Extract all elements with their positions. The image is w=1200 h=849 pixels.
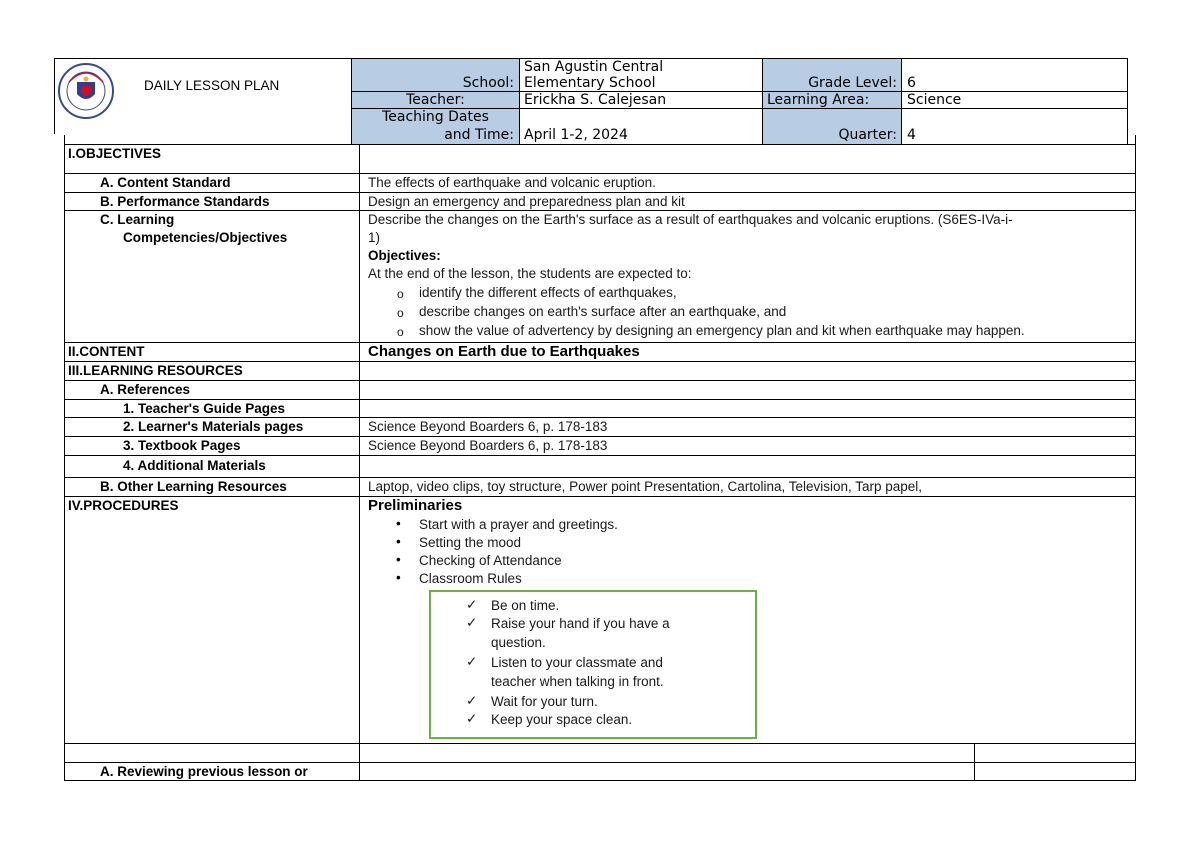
learning-resources-heading: III.LEARNING RESOURCES bbox=[68, 363, 243, 378]
learning-area-value: Science bbox=[907, 92, 962, 108]
rule-item: question. bbox=[491, 635, 546, 650]
check-icon: ✓ bbox=[466, 654, 478, 669]
lesson-plan-title: DAILY LESSON PLAN bbox=[144, 78, 280, 93]
rule-item: Keep your space clean. bbox=[491, 712, 633, 727]
teaching-dates-value: April 1-2, 2024 bbox=[524, 127, 628, 143]
learners-materials-label: 2. Learner's Materials pages bbox=[123, 419, 304, 434]
grade-level-value: 6 bbox=[907, 75, 916, 91]
content-heading: II.CONTENT bbox=[68, 344, 145, 359]
objective-item: show the value of advertency by designing an emergency plan and kit when earthquake may happen. bbox=[419, 323, 1025, 338]
check-icon: ✓ bbox=[466, 711, 478, 726]
learning-area-label: Learning Area: bbox=[767, 92, 870, 108]
additional-materials-label: 4. Additional Materials bbox=[123, 458, 266, 473]
objectives-heading: I.OBJECTIVES bbox=[68, 146, 162, 161]
objective-item: describe changes on earth's surface after an earthquake, and bbox=[419, 304, 787, 319]
preliminary-item: Setting the mood bbox=[419, 535, 522, 550]
teachers-guide-label: 1. Teacher's Guide Pages bbox=[123, 401, 286, 416]
rule-item: Be on time. bbox=[491, 598, 560, 613]
textbook-pages-label: 3. Textbook Pages bbox=[123, 438, 241, 453]
preliminary-item: Checking of Attendance bbox=[419, 553, 562, 568]
deped-seal-icon bbox=[57, 62, 115, 120]
other-resources-value: Laptop, video clips, toy structure, Power point Presentation, Cartolina, Television, Tarp papel, bbox=[368, 479, 923, 494]
check-icon: ✓ bbox=[466, 615, 478, 630]
content-value: Changes on Earth due to Earthquakes bbox=[368, 343, 640, 360]
header-table bbox=[54, 58, 1128, 145]
objectives-title: Objectives: bbox=[368, 248, 441, 263]
quarter-value: 4 bbox=[907, 127, 916, 143]
objective-marker: o bbox=[397, 287, 404, 301]
teaching-dates-label-line1: Teaching Dates bbox=[382, 109, 489, 125]
other-resources-label: B. Other Learning Resources bbox=[100, 479, 287, 494]
bullet-marker: • bbox=[396, 516, 401, 531]
school-value-line2: Elementary School bbox=[524, 75, 656, 91]
objectives-intro: At the end of the lesson, the students are expected to: bbox=[368, 266, 692, 281]
competencies-label-line2: Competencies/Objectives bbox=[123, 230, 288, 245]
reviewing-previous-lesson-label: A. Reviewing previous lesson or bbox=[100, 764, 308, 779]
preliminary-item: Classroom Rules bbox=[419, 571, 522, 586]
objective-marker: o bbox=[397, 325, 404, 339]
content-standard-label: A. Content Standard bbox=[100, 175, 231, 190]
bullet-marker: • bbox=[396, 570, 401, 585]
content-standard-value: The effects of earthquake and volcanic eruption. bbox=[368, 175, 656, 190]
procedures-heading: IV.PROCEDURES bbox=[68, 498, 179, 513]
teacher-label: Teacher: bbox=[406, 92, 465, 108]
grade-level-label: Grade Level: bbox=[808, 75, 897, 91]
performance-standards-value: Design an emergency and preparedness plan and kit bbox=[368, 194, 685, 209]
rule-item: Listen to your classmate and bbox=[491, 655, 663, 670]
quarter-label: Quarter: bbox=[838, 127, 897, 143]
objective-item: identify the different effects of earthquakes, bbox=[419, 285, 677, 300]
competency-text-line1: Describe the changes on the Earth's surface as a result of earthquakes and volcanic eruptions. (S6ES-IVa-i- bbox=[368, 212, 1013, 227]
bullet-marker: • bbox=[396, 534, 401, 549]
school-label: School: bbox=[462, 75, 514, 91]
textbook-pages-value: Science Beyond Boarders 6, p. 178-183 bbox=[368, 438, 608, 453]
rule-item: teacher when talking in front. bbox=[491, 674, 664, 689]
teaching-dates-label-line2: and Time: bbox=[444, 127, 514, 143]
learners-materials-value: Science Beyond Boarders 6, p. 178-183 bbox=[368, 419, 608, 434]
competencies-label-line1: C. Learning bbox=[100, 212, 175, 227]
competency-text-line2: 1) bbox=[368, 230, 381, 245]
references-label: A. References bbox=[100, 382, 191, 397]
bullet-marker: • bbox=[396, 552, 401, 567]
school-value-line1: San Agustin Central bbox=[524, 59, 664, 75]
performance-standards-label: B. Performance Standards bbox=[100, 194, 270, 209]
check-icon: ✓ bbox=[466, 693, 478, 708]
teacher-value: Erickha S. Calejesan bbox=[524, 92, 667, 108]
preliminaries-title: Preliminaries bbox=[368, 497, 463, 514]
check-icon: ✓ bbox=[466, 597, 478, 612]
objective-marker: o bbox=[397, 306, 404, 320]
rule-item: Wait for your turn. bbox=[491, 694, 598, 709]
rule-item: Raise your hand if you have a bbox=[491, 616, 670, 631]
preliminary-item: Start with a prayer and greetings. bbox=[419, 517, 618, 532]
